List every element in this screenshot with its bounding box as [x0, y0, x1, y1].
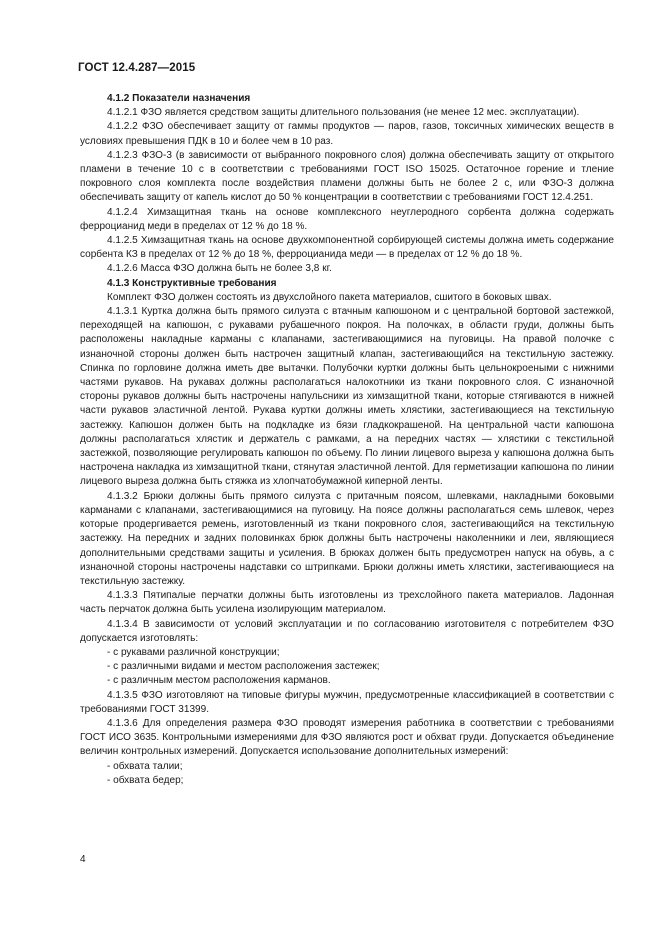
list-item: - обхвата бедер; — [107, 774, 184, 786]
paragraph: 4.1.3.2 Брюки должны быть прямого силуэта с притачным поясом, шлевками, накладными боковыми карманами с клапанами, застегивающимися на пуговицу. На поясе должны располагаться семь шлевок, через которые продергивается ремень, изготовленный из ткани покровного слоя, застегивающийся на текстильную застежку. На передних и задних половинках брюк должны быть настрочены наколенники и леи, являющиеся дополнительными средствами защиты и усиления. В брюках должен быть предусмотрен напуск на обувь, а с изнаночной стороны настрочены надставки со штрипками. Брюки должны иметь хлястики, застегивающиеся на текстильную застежку. — [80, 490, 614, 587]
paragraph: 4.1.2.6 Масса ФЗО должна быть не более 3,8 кг. — [107, 263, 332, 275]
standard-code-header: ГОСТ 12.4.287—2015 — [78, 62, 196, 74]
paragraph: 4.1.2.2 ФЗО обеспечивает защиту от гаммы продуктов — паров, газов, токсичных химических веществ в условиях превышения ПДК в 10 и более чем в 10 раз. — [80, 121, 614, 147]
paragraph: 4.1.2.5 Химзащитная ткань на основе двухкомпонентной сорбирующей системы должна иметь содержание сорбента КЗ в пределах от 12 % до 18 %, ферроцианида меди — в пределах от 12 % до 18 %. — [80, 235, 614, 261]
page-number: 4 — [80, 854, 86, 865]
list-item: - обхвата талии; — [107, 760, 183, 772]
list-item: - с рукавами различной конструкции; — [107, 646, 280, 658]
section-heading: 4.1.3 Конструктивные требования — [107, 277, 277, 289]
section-heading: 4.1.2 Показатели назначения — [107, 93, 251, 104]
paragraph: 4.1.3.1 Куртка должна быть прямого силуэта с втачным капюшоном и с центральной бортовой застежкой, переходящей на капюшон, с рукавами рубашечного покроя. На полочках, в области груди, должны быть расположены накладные карманы с клапанами, застегивающимися на пуговицы. На правой полочке с изнаночной стороны должен быть настрочен защитный клапан, застегивающийся на текстильную застежку. Спинка по горловине должна иметь две вытачки. Полубочки куртки должны быть цельнокроеными с нижними частями рукавов. На рукавах должны располагаться налокотники из ткани покровного слоя. С изнаночной стороны рукавов должны быть настрочены напульсники из химзащитной ткани, которые стягиваются в нижней части рукавов эластичной лентой. Рукава куртки должны иметь хлястики, застегивающиеся на текстильную застежку. Капюшон должен быть на подкладке из бязи гладкокрашеной. На центральной части капюшона должны располагаться хлястик и держатель с рамками, а на передних частях — хлястики с текстильной застежкой, позволяющие регулировать капюшон по объему. По линии лицевого выреза у капюшона должна быть настрочена накладка из химзащитной ткани, стянутая эластичной лентой. Для герметизации капюшона по линии лицевого выреза должна быть стяжка из хлопчатобумажной киперной ленты. — [80, 306, 614, 488]
paragraph: 4.1.2.1 ФЗО является средством защиты длительного пользования (не менее 12 мес. эксплуатации). — [107, 107, 580, 119]
list-item: - с различными видами и местом расположения застежек; — [107, 661, 380, 673]
paragraph: 4.1.2.4 Химзащитная ткань на основе комплексного неуглеродного сорбента должна содержать ферроцианид меди в пределах от 12 % до 18 %. — [80, 206, 614, 232]
paragraph: 4.1.3.6 Для определения размера ФЗО проводят измерения работника в соответствии с требованиями ГОСТ ИСО 3635. Контрольными измерениями для ФЗО являются рост и обхват груди. Допускается объединение величин контрольных измерений. Допускается использование дополнительных измерений: — [80, 717, 614, 758]
document-body — [80, 92, 614, 788]
paragraph: 4.1.2.3 ФЗО-3 (в зависимости от выбранного покровного слоя) должна обеспечивать защиту от открытого пламени в течение 10 с в соответствии с требованиями ГОСТ ISO 15025. Остаточное горение и тление покровного слоя комплекта после воздействия пламени должны быть не более 2 с, или ФЗО-3 должна обеспечивать защиту от капель кислот до 50 % концентрации в соответствии с требованиями ГОСТ 12.4.251. — [80, 149, 614, 204]
list-item: - с различным местом расположения карманов. — [107, 675, 331, 687]
paragraph: 4.1.3.4 В зависимости от условий эксплуатации и по согласованию изготовителя с потребителем ФЗО допускается изготовлять: — [80, 618, 614, 644]
paragraph: 4.1.3.5 ФЗО изготовляют на типовые фигуры мужчин, предусмотренные классификацией в соответствии с требованиями ГОСТ 31399. — [80, 689, 614, 715]
paragraph: 4.1.3.3 Пятипалые перчатки должны быть изготовлены из трехслойного пакета материалов. Ладонная часть перчаток должна быть усилена изолирующим материалом. — [80, 590, 614, 616]
paragraph: Комплект ФЗО должен состоять из двухслойного пакета материалов, сшитого в боковых швах. — [107, 291, 552, 303]
